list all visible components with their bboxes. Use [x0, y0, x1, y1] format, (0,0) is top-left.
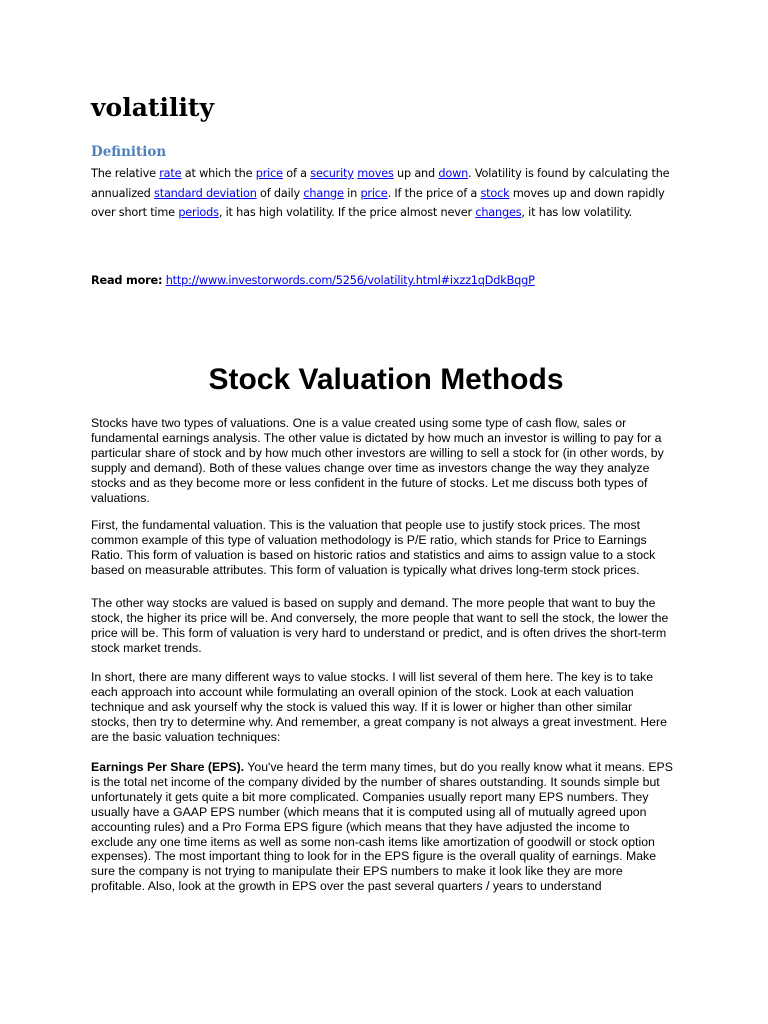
link-down[interactable]: down [438, 167, 469, 180]
paragraph-fundamental-valuation: First, the fundamental valuation. This is the valuation that people use to justify stock prices. The most common example of this type of valuation methodology is P/E ratio, which stands for Price to Earnings Ratio. This form of valuation is based on historic ratios and statistics and aims to assign value to a stock based on measurable attributes. This form of valuation is typically what drives long-term stock prices. [91, 518, 656, 577]
paragraph-valuation-types: Stocks have two types of valuations. One is a value created using some type of cash flow, sales or fundamental earnings analysis. The other value is dictated by how much an investor is willing to pay for a particular share of stock and by how much other investors are willing to sell a stock for (in other words, by supply and demand). Both of these values change over time as investors change the way they analyze stocks and as they become more or less confident in the future of stocks. Let me discuss both types of valuations. [91, 416, 664, 505]
read-more [91, 274, 681, 287]
definition-text-run: . Volatility is found by calculating the annualized [91, 167, 670, 200]
link-periods[interactable]: periods [178, 206, 219, 220]
definition-text-run: at which the [181, 167, 256, 180]
paragraph-in-short: In short, there are many different ways to value stocks. I will list several of them here. The key is to take each approach into account while formulating an overall opinion of the stock. Look at each valuation technique and ask yourself why the stock is valued this way. If it is lower or higher than other similar stocks, then try to determine why. And remember, a great company is not always a great investment. Here are the basic valuation techniques: [91, 670, 667, 744]
definition-text-run: The relative [91, 167, 160, 180]
link-rate[interactable]: rate [159, 167, 182, 180]
link-standard-deviation[interactable]: standard deviation [154, 186, 257, 200]
definition-text-run: up and [393, 167, 439, 180]
definition-text-run: . If the price of a [387, 186, 481, 200]
stock-valuation-title: Stock Valuation Methods [208, 363, 564, 396]
link-security[interactable]: security [310, 167, 354, 180]
link-moves[interactable]: moves [357, 167, 394, 180]
definition-text-run: , it has low volatility. [521, 206, 632, 220]
definition-text [91, 164, 671, 223]
definition-text-run: moves up and down rapidly over short time [91, 186, 665, 220]
paragraph-supply-demand: The other way stocks are valued is based on supply and demand. The more people that want to buy the stock, the higher its price will be. And conversely, the more people that want to sell the stock, the lower the price will be. This form of valuation is very hard to understand or predict, and is often drives the short-term stock market trends. [91, 596, 669, 655]
eps-term: Earnings Per Share (EPS). [91, 760, 245, 774]
link-price-2[interactable]: price [360, 186, 388, 200]
definition-text-run: of daily [256, 186, 304, 200]
definition-text-run: of a [282, 167, 311, 180]
link-price[interactable]: price [255, 167, 283, 180]
volatility-title: volatility [91, 93, 215, 122]
definition-heading: Definition [91, 144, 167, 160]
read-more-link[interactable]: http://www.investorwords.com/5256/volatility.html#ixzz1qDdkBqgP [165, 274, 535, 287]
eps-text: You've heard the term many times, but do you really know what it means. EPS is the total net income of the company divided by the number of shares outstanding. It sounds simple but unfortunately it gets quite a bit more complicated. Companies usually report many EPS numbers. They usually have a GAAP EPS number (which means that it is computed using all of mutually agreed upon accounting rules) and a Pro Forma EPS figure (which means that they have adjusted the income to exclude any one time items as well as some non-cash items like amortization of goodwill or stock option expenses). The most important thing to look for in the EPS figure is the overall quality of earnings. Make sure the company is not trying to manipulate their EPS numbers to make it look like they are more profitable. Also, look at the growth in EPS over the past several quarters / years to understand [91, 760, 673, 894]
link-change[interactable]: change [303, 186, 344, 200]
definition-text-run: in [343, 186, 361, 200]
read-more-label: Read more: [91, 274, 163, 287]
link-changes[interactable]: changes [475, 206, 522, 220]
link-stock[interactable]: stock [480, 186, 510, 200]
definition-text-run: , it has high volatility. If the price almost never [218, 206, 476, 220]
paragraph-eps [91, 760, 673, 894]
